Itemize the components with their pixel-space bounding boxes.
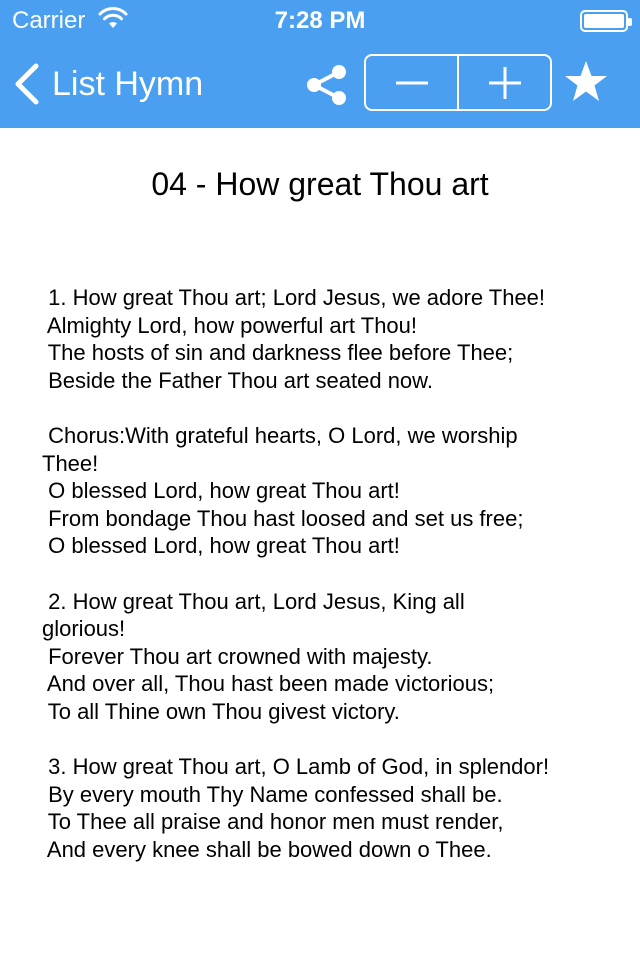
verse-1 xyxy=(42,284,622,394)
lyric-line: Thee! xyxy=(42,450,99,476)
lyric-line: O blessed Lord, how great Thou art! xyxy=(42,478,400,504)
font-size-stepper xyxy=(364,54,552,111)
lyric-line: And over all, Thou hast been made victorious; xyxy=(42,671,495,697)
lyric-line: By every mouth Thy Name confessed shall be. xyxy=(42,781,503,807)
status-time: 7:28 PM xyxy=(274,7,366,34)
increase-font-button[interactable] xyxy=(457,56,550,109)
navigation-bar xyxy=(0,0,640,128)
star-icon xyxy=(562,58,610,106)
lyric-line: Forever Thou art crowned with majesty. xyxy=(42,643,433,669)
chorus xyxy=(42,422,622,560)
lyric-line: Beside the Father Thou art seated now. xyxy=(42,367,433,393)
minus-icon xyxy=(394,65,430,101)
verse-3 xyxy=(42,753,622,863)
hymn-lyrics xyxy=(42,284,622,891)
lyric-line: O blessed Lord, how great Thou art! xyxy=(42,533,400,559)
chevron-left-icon xyxy=(12,62,42,106)
lyric-line: To all Thine own Thou givest victory. xyxy=(42,698,400,724)
battery-fill xyxy=(584,14,624,28)
lyric-line: The hosts of sin and darkness flee before Thee; xyxy=(42,340,514,366)
plus-icon xyxy=(487,65,523,101)
lyric-line: glorious! xyxy=(42,616,126,642)
lyric-line: From bondage Thou hast loosed and set us free; xyxy=(42,505,524,531)
status-bar xyxy=(0,0,640,40)
favorite-button[interactable] xyxy=(562,58,610,106)
lyric-line: 2. How great Thou art, Lord Jesus, King all xyxy=(42,588,465,614)
lyric-line: 3. How great Thou art, O Lamb of God, in splendor! xyxy=(42,754,550,780)
lyric-line: And every knee shall be bowed down o Thee. xyxy=(42,836,492,862)
verse-2 xyxy=(42,588,622,726)
battery-icon xyxy=(580,10,628,32)
lyric-line: Almighty Lord, how powerful art Thou! xyxy=(42,312,418,338)
back-button[interactable] xyxy=(12,60,203,108)
carrier-label: Carrier xyxy=(12,7,86,34)
back-button-label: List Hymn xyxy=(52,65,204,103)
lyric-line: Chorus:With grateful hearts, O Lord, we worship xyxy=(42,422,518,448)
lyric-line: 1. How great Thou art; Lord Jesus, we adore Thee! xyxy=(42,285,546,310)
hymn-title: 04 - How great Thou art xyxy=(151,166,489,202)
share-button[interactable] xyxy=(302,60,352,110)
share-icon xyxy=(302,60,352,110)
lyric-line: To Thee all praise and honor men must render, xyxy=(42,809,504,835)
decrease-font-button[interactable] xyxy=(366,56,457,109)
